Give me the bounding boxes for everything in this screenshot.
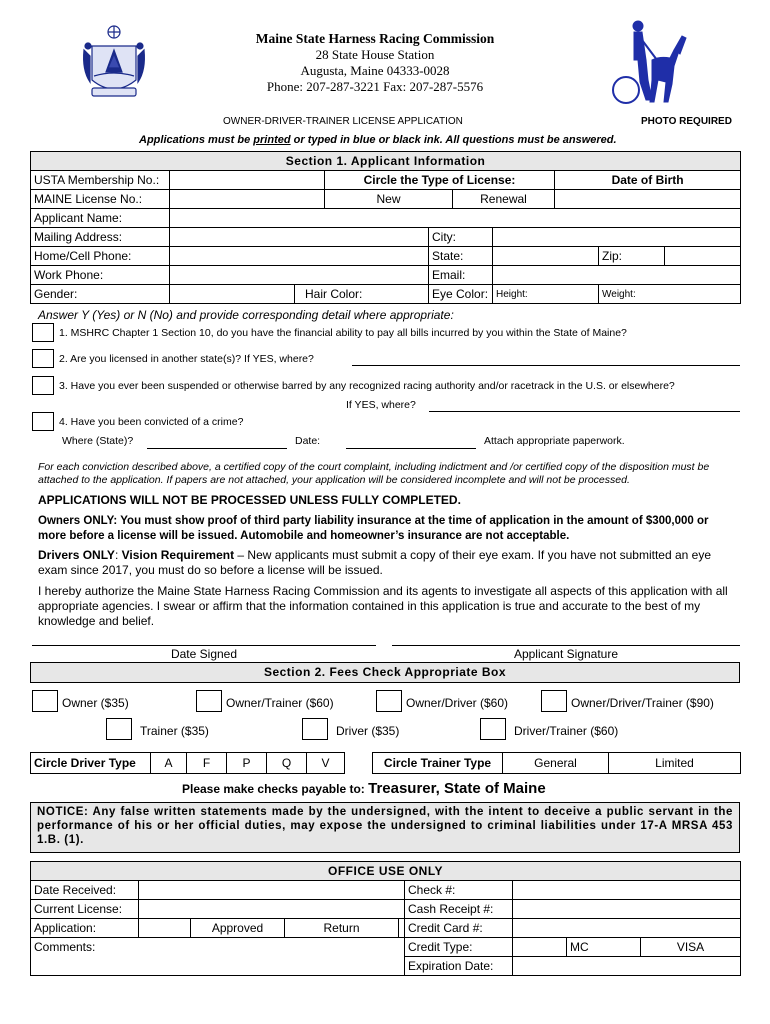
applicant-signature-label: Applicant Signature	[513, 647, 619, 661]
usta-label: USTA Membership No.:	[31, 171, 170, 190]
driver-trainer-type-table	[30, 752, 741, 774]
yes-no-instruction: Answer Y (Yes) or N (No) and provide corresponding detail where appropriate:	[38, 308, 454, 322]
signature-line[interactable]	[392, 645, 740, 646]
conviction-date-label: Date:	[295, 435, 321, 447]
owner-fee-checkbox[interactable]	[32, 690, 58, 712]
usta-field[interactable]	[170, 171, 325, 190]
email-field[interactable]	[493, 266, 741, 285]
applicant-info-table	[30, 151, 741, 304]
application-spacer	[139, 919, 191, 938]
date-received-label: Date Received:	[31, 881, 139, 900]
driver-type-p[interactable]: P	[227, 753, 267, 774]
drivers-vision-requirement: Drivers ONLY: Vision Requirement – New applicants must submit a copy of their eye exam. If you have not submitted an eye exam since 2017, you must do so before a license will be issued.	[38, 548, 712, 577]
cash-receipt-field[interactable]	[513, 900, 741, 919]
attach-paperwork-note: Attach appropriate paperwork.	[484, 435, 625, 447]
payable-to: Treasurer, State of Maine	[368, 780, 546, 797]
q1-answer-box[interactable]	[32, 323, 54, 342]
agency-phone-fax: Phone: 207-287-3221 Fax: 207-287-5576	[266, 79, 484, 94]
trainer-type-general[interactable]: General	[503, 753, 609, 774]
gender-field[interactable]	[170, 285, 295, 304]
false-statement-notice: NOTICE: Any false written statements made by the undersigned, with the intent to deceive a public servant in the performance of his or her official duties, may expose the undersigned to criminal liabilities under 17-A MRSA 453 1.B. (1).	[30, 802, 740, 853]
q3-text: 3. Have you ever been suspended or otherwise barred by any recognized racing authority and/or racetrack in the U.S. or elsewhere?	[59, 380, 675, 392]
gender-label: Gender:	[31, 285, 170, 304]
q2-where-line[interactable]	[352, 365, 740, 366]
driver-trainer-fee-label: Driver/Trainer ($60)	[514, 724, 619, 738]
agency-name: Maine State Harness Racing Commission	[255, 31, 495, 46]
owner-trainer-fee-label: Owner/Trainer ($60)	[226, 696, 334, 710]
dob-field[interactable]	[555, 190, 741, 209]
application-label: Application:	[31, 919, 139, 938]
license-type-label: Circle the Type of License:	[325, 171, 555, 190]
maine-license-field[interactable]	[170, 190, 325, 209]
driver-type-v[interactable]: V	[307, 753, 345, 774]
q3-where-label: If YES, where?	[346, 399, 416, 411]
cash-receipt-label: Cash Receipt #:	[405, 900, 513, 919]
trainer-fee-checkbox[interactable]	[106, 718, 132, 740]
dob-label: Date of Birth	[555, 171, 741, 190]
owner-fee-label: Owner ($35)	[62, 696, 129, 710]
owner-driver-trainer-fee-checkbox[interactable]	[541, 690, 567, 712]
date-signed-line[interactable]	[32, 645, 376, 646]
home-phone-field[interactable]	[170, 247, 429, 266]
q3-where-line[interactable]	[429, 411, 740, 412]
driver-fee-label: Driver ($35)	[336, 724, 400, 738]
driver-trainer-fee-checkbox[interactable]	[480, 718, 506, 740]
credit-type-label: Credit Type:	[405, 938, 513, 957]
trainer-fee-label: Trainer ($35)	[140, 724, 209, 738]
owner-driver-fee-label: Owner/Driver ($60)	[406, 696, 509, 710]
section2-title: Section 2. Fees Check Appropriate Box	[30, 662, 740, 683]
work-phone-field[interactable]	[170, 266, 429, 285]
check-number-field[interactable]	[513, 881, 741, 900]
driver-type-q[interactable]: Q	[267, 753, 307, 774]
ink-instruction: Applications must be printed or typed in blue or black ink. All questions must be answered.	[139, 134, 617, 146]
weight-label: Weight:	[599, 285, 741, 304]
credit-card-field[interactable]	[513, 919, 741, 938]
owners-only-insurance: Owners ONLY: You must show proof of third party liability insurance at the time of application in the amount of $300,000 or more before a license will be issued. Automobile and homeowner’s insurance are not acceptable.	[38, 515, 709, 542]
email-label: Email:	[429, 266, 493, 285]
incomplete-warning: APPLICATIONS WILL NOT BE PROCESSED UNLESS FULLY COMPLETED.	[38, 493, 461, 507]
credit-type-visa[interactable]: VISA	[641, 938, 741, 957]
expiration-field[interactable]	[513, 957, 741, 976]
height-label: Height:	[493, 285, 599, 304]
q2-answer-box[interactable]	[32, 349, 54, 368]
type-table-spacer	[345, 753, 373, 774]
conviction-date-line[interactable]	[346, 448, 476, 449]
office-use-title: OFFICE USE ONLY	[31, 862, 741, 881]
printed-word: printed	[253, 134, 291, 146]
maine-license-label: MAINE License No.:	[31, 190, 170, 209]
license-new-option[interactable]: New	[325, 190, 453, 209]
photo-required: PHOTO REQUIRED	[641, 116, 732, 127]
return-option[interactable]: Return	[285, 919, 399, 938]
date-received-field[interactable]	[139, 881, 405, 900]
office-use-table	[30, 861, 741, 976]
applicant-name-label: Applicant Name:	[31, 209, 170, 228]
section1-title: Section 1. Applicant Information	[31, 152, 741, 171]
harness-racer-logo	[612, 20, 692, 106]
credit-card-label: Credit Card #:	[405, 919, 513, 938]
date-signed-label: Date Signed	[170, 647, 238, 661]
q4-text: 4. Have you been convicted of a crime?	[59, 416, 244, 428]
q3-answer-box[interactable]	[32, 376, 54, 395]
applicant-name-field[interactable]	[170, 209, 741, 228]
maine-state-seal-logo	[80, 22, 148, 102]
expiration-label: Expiration Date:	[405, 957, 513, 976]
owner-driver-fee-checkbox[interactable]	[376, 690, 402, 712]
hair-color-label: Hair Color:	[295, 285, 429, 304]
authorization-statement: I hereby authorize the Maine State Harness Racing Commission and its agents to investigate all aspects of this application with all appropriate agencies. I swear or affirm that the information contained in this application is true and accurate to the best of my knowledge and belief.	[38, 584, 728, 628]
circle-trainer-type-label: Circle Trainer Type	[373, 753, 503, 774]
state-label: State:	[429, 247, 493, 266]
q4-answer-box[interactable]	[32, 412, 54, 431]
current-license-field[interactable]	[139, 900, 405, 919]
q2-text: 2. Are you licensed in another state(s)? If YES, where?	[59, 353, 314, 365]
mailing-address-field[interactable]	[170, 228, 429, 247]
eye-color-label: Eye Color:	[429, 285, 493, 304]
license-renewal-option[interactable]: Renewal	[453, 190, 555, 209]
driver-fee-checkbox[interactable]	[302, 718, 328, 740]
mailing-address-label: Mailing Address:	[31, 228, 170, 247]
agency-address-1: 28 State House Station	[315, 47, 435, 62]
q1-text: 1. MSHRC Chapter 1 Section 10, do you have the financial ability to pay all bills incurred by you within the State of Maine?	[59, 327, 627, 339]
agency-address-2: Augusta, Maine 04333-0028	[300, 63, 450, 78]
home-phone-label: Home/Cell Phone:	[31, 247, 170, 266]
payable-line: Please make checks payable to: Treasurer, State of Maine	[182, 780, 546, 797]
credit-type-spacer	[513, 938, 567, 957]
state-field[interactable]	[493, 247, 599, 266]
zip-field[interactable]	[665, 247, 741, 266]
zip-label: Zip:	[599, 247, 665, 266]
where-state-line[interactable]	[147, 448, 287, 449]
driver-type-a[interactable]: A	[151, 753, 187, 774]
check-number-label: Check #:	[405, 881, 513, 900]
city-field[interactable]	[493, 228, 741, 247]
driver-type-f[interactable]: F	[187, 753, 227, 774]
where-state-label: Where (State)?	[62, 435, 134, 447]
comments-field[interactable]: Comments:	[31, 938, 405, 976]
credit-type-mc[interactable]: MC	[567, 938, 641, 957]
agency-header	[220, 31, 530, 95]
city-label: City:	[429, 228, 493, 247]
form-title: OWNER-DRIVER-TRAINER LICENSE APPLICATION	[223, 116, 463, 127]
current-license-label: Current License:	[31, 900, 139, 919]
owner-driver-trainer-fee-label: Owner/Driver/Trainer ($90)	[571, 696, 714, 710]
circle-driver-type-label: Circle Driver Type	[31, 753, 151, 774]
approved-option[interactable]: Approved	[191, 919, 285, 938]
work-phone-label: Work Phone:	[31, 266, 170, 285]
trainer-type-limited[interactable]: Limited	[609, 753, 741, 774]
conviction-note: For each conviction described above, a certified copy of the court complaint, including indictment and /or certified copy of the disposition must be attached to the application. If papers are not attached, your application will be considered incomplete and will not be processed.	[38, 461, 710, 486]
owner-trainer-fee-checkbox[interactable]	[196, 690, 222, 712]
